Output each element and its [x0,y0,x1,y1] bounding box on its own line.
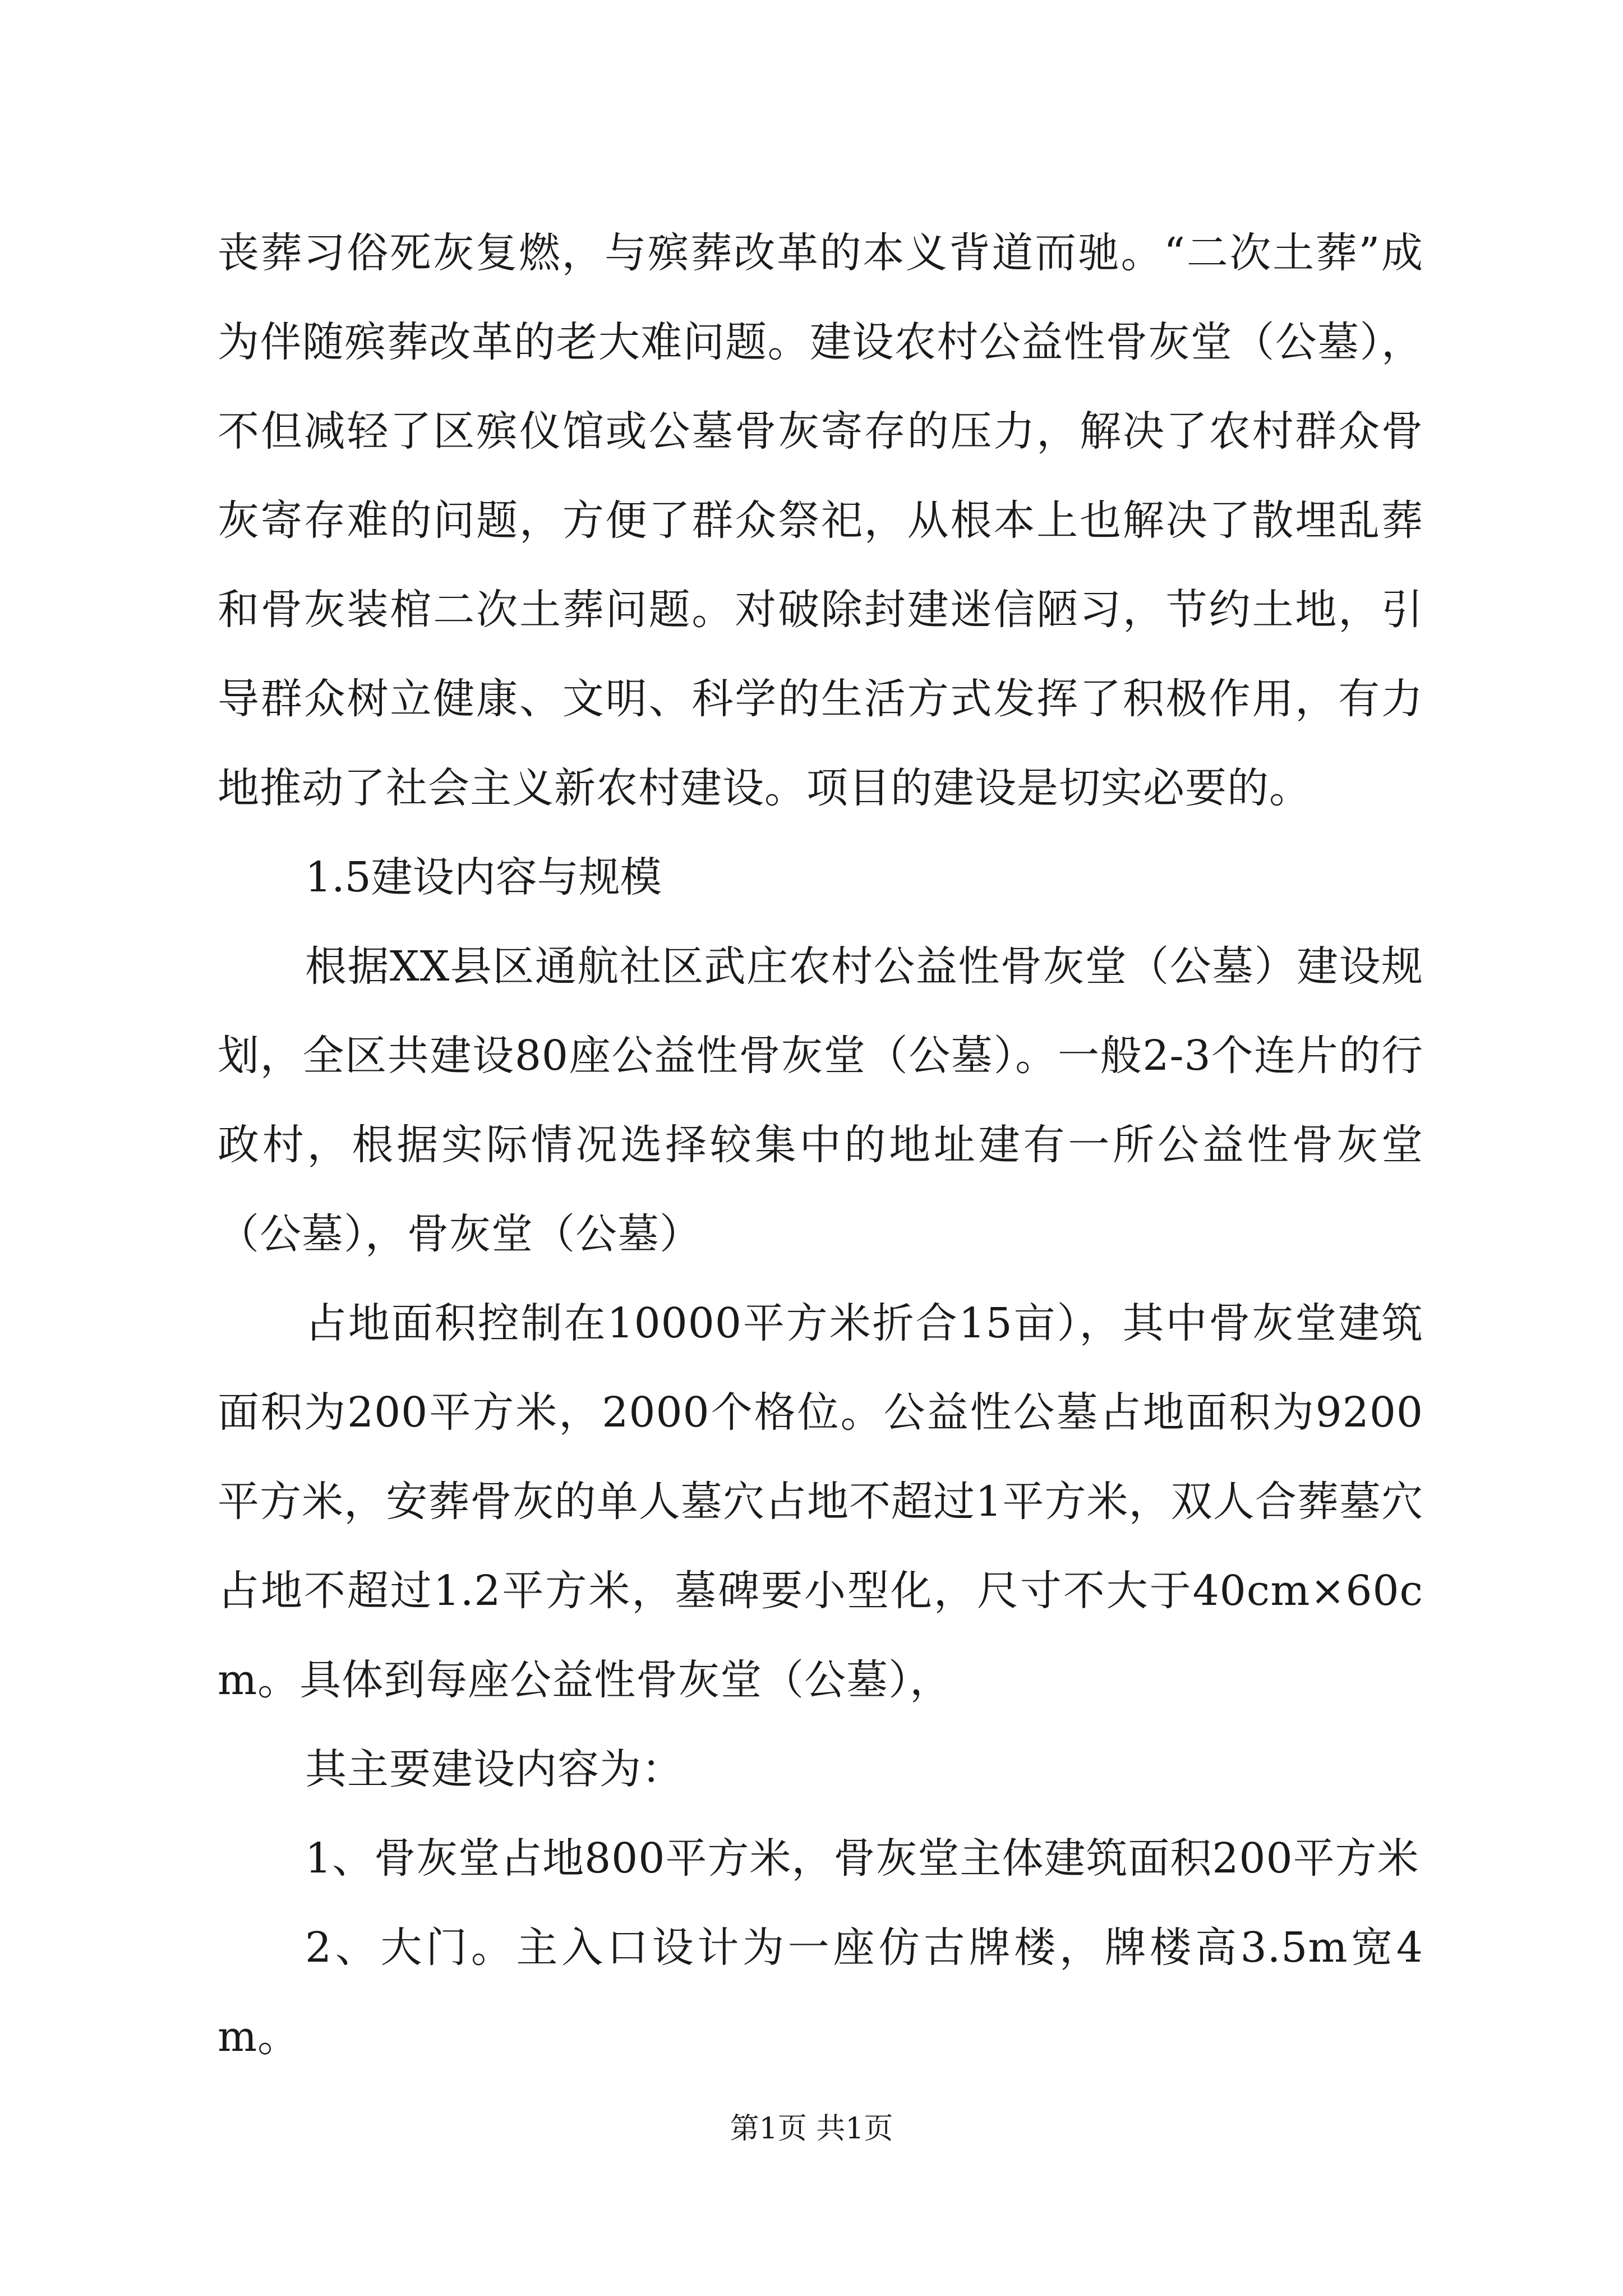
paragraph-content-intro: 其主要建设内容为： [305,1745,684,1793]
section-heading: 1.5建设内容与规模 [305,853,662,901]
document-body [218,209,1423,2082]
paragraph-planning: 根据XX县区通航社区武庄农村公益性骨灰堂（公墓）建设规划，全区共建设80座公益性骨灰堂（公墓）。一般2-3个连片的行政村，根据实际情况选择较集中的地址建有一所公益性骨灰堂（公墓），骨灰堂（公墓） [218,942,1423,1258]
paragraph-area: 占地面积控制在10000平方米折合15亩），其中骨灰堂建筑面积为200平方米，2000个格位。公益性公墓占地面积为9200平方米，安葬骨灰的单人墓穴占地不超过1平方米，双人合葬墓穴占地不超过1.2平方米，墓碑要小型化，尺寸不大于40cm×60cm。具体到每座公益性骨灰堂（公墓）， [218,1299,1423,1704]
paragraph-continuation: 丧葬习俗死灰复燃，与殡葬改革的本义背道而驰。“二次土葬”成为伴随殡葬改革的老大难问题。建设农村公益性骨灰堂（公墓），不但减轻了区殡仪馆或公墓骨灰寄存的压力，解决了农村群众骨灰寄存难的问题，方便了群众祭祀，从根本上也解决了散埋乱葬和骨灰装棺二次土葬问题。对破除封建迷信陋习，节约土地，引导群众树立健康、文明、科学的生活方式发挥了积极作用，有力地推动了社会主义新农村建设。项目的建设是切实必要的。 [218,229,1423,812]
list-item-ossuary: 1、骨灰堂占地800平方米，骨灰堂主体建筑面积200平方米 [305,1834,1419,1883]
list-item-gate: 2、大门。主入口设计为一座仿古牌楼，牌楼高3.5m宽4m。 [218,1924,1423,2061]
page-footer: 第1页 共1页 [730,2112,893,2146]
